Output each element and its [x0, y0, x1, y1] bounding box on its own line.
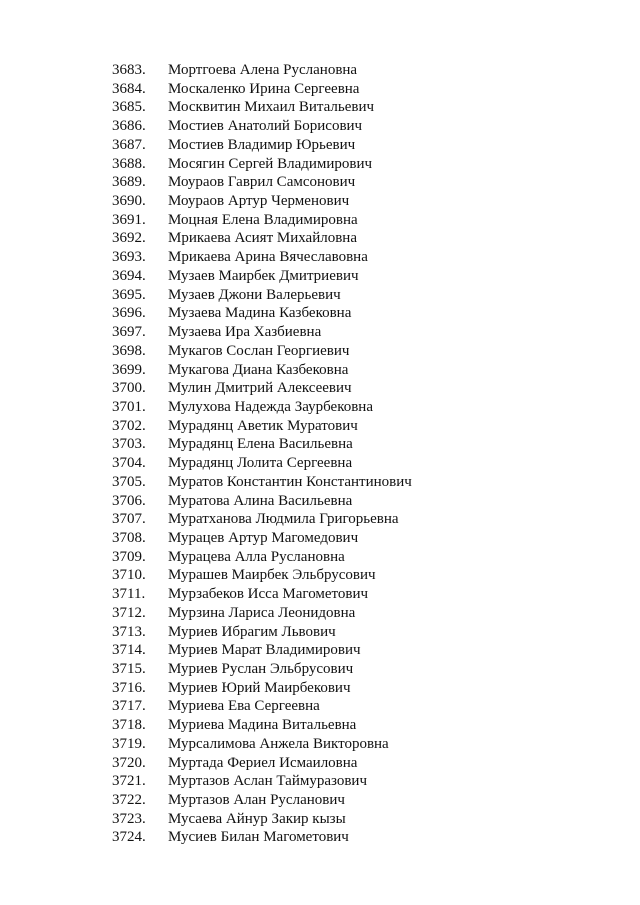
person-name: Мурадянц Лолита Сергеевна — [168, 455, 353, 472]
item-number: 3696. — [112, 305, 146, 322]
item-number: 3722. — [112, 792, 146, 809]
list-item — [0, 679, 640, 698]
person-name: Мостиев Владимир Юрьевич — [168, 136, 356, 153]
list-item — [0, 80, 640, 99]
person-name: Муриева Мадина Витальевна — [168, 717, 357, 734]
person-name: Мурсалимова Анжела Викторовна — [168, 735, 389, 752]
list-item — [0, 398, 640, 417]
item-number: 3704. — [112, 455, 146, 472]
person-name: Москвитин Михаил Витальевич — [168, 99, 375, 116]
list-item — [0, 754, 640, 773]
list-item — [0, 623, 640, 642]
item-number: 3694. — [112, 267, 146, 284]
list-item — [0, 342, 640, 361]
person-name: Мукагов Сослан Георгиевич — [168, 342, 350, 359]
item-number: 3687. — [112, 136, 146, 153]
person-name: Мурадянц Аветик Муратович — [168, 417, 358, 434]
item-number: 3685. — [112, 99, 146, 116]
person-name: Мурашев Маирбек Эльбрусович — [168, 567, 376, 584]
list-item — [0, 379, 640, 398]
list-item — [0, 211, 640, 230]
person-name: Муратов Константин Константинович — [168, 473, 412, 490]
item-number: 3705. — [112, 473, 146, 490]
person-name: Муратова Алина Васильевна — [168, 492, 353, 509]
person-name: Мурзина Лариса Леонидовна — [168, 604, 356, 621]
list-item — [0, 697, 640, 716]
item-number: 3693. — [112, 249, 146, 266]
item-number: 3700. — [112, 380, 146, 397]
item-number: 3686. — [112, 118, 146, 135]
person-name: Музаева Ира Хазбиевна — [168, 324, 322, 341]
item-number: 3715. — [112, 661, 146, 677]
list-item — [0, 454, 640, 473]
list-item — [0, 117, 640, 136]
list-item — [0, 323, 640, 342]
item-number: 3721. — [112, 773, 146, 790]
list-item — [0, 267, 640, 286]
item-number: 3699. — [112, 361, 146, 378]
person-name: Муратханова Людмила Григорьевна — [168, 511, 399, 528]
person-name: Муртазов Алан Русланович — [168, 792, 345, 809]
person-name: Муриев Юрий Маирбекович — [168, 679, 351, 696]
item-number: 3688. — [112, 155, 146, 172]
list-item — [0, 566, 640, 585]
list-item — [0, 435, 640, 454]
person-name: Москаленко Ирина Сергеевна — [168, 80, 360, 97]
list-item — [0, 772, 640, 791]
list-item — [0, 735, 640, 754]
list-item — [0, 548, 640, 567]
item-number: 3707. — [112, 511, 146, 528]
list-item — [0, 810, 640, 829]
item-number: 3711. — [112, 586, 146, 603]
person-name: Мурадянц Елена Васильевна — [168, 436, 353, 453]
item-number: 3714. — [112, 642, 146, 659]
item-number: 3716. — [112, 679, 146, 696]
item-number: 3708. — [112, 529, 146, 546]
item-number: 3684. — [112, 80, 146, 97]
list-item — [0, 155, 640, 174]
item-number: 3710. — [112, 567, 146, 584]
person-name: Муриев Ибрагим Львович — [168, 623, 336, 640]
person-name: Муриев Марат Владимирович — [168, 642, 361, 659]
list-item — [0, 361, 640, 380]
item-number: 3701. — [112, 398, 146, 415]
person-name: Муртада Фериел Исмаиловна — [168, 754, 358, 771]
item-number: 3720. — [112, 754, 146, 771]
list-item — [0, 136, 640, 155]
list-item — [0, 192, 640, 211]
item-number: 3698. — [112, 342, 146, 359]
list-item — [0, 791, 640, 810]
item-number: 3719. — [112, 735, 146, 752]
item-number: 3690. — [112, 193, 146, 210]
person-name: Мрикаева Асият Михайловна — [168, 230, 357, 247]
person-name: Мукагова Диана Казбековна — [168, 361, 349, 378]
person-name: Мрикаева Арина Вячеславовна — [168, 249, 368, 266]
person-name: Мостиев Анатолий Борисович — [168, 118, 363, 135]
item-number: 3717. — [112, 698, 146, 715]
item-number: 3709. — [112, 548, 146, 565]
person-name: Музаев Маирбек Дмитриевич — [168, 267, 359, 284]
person-name: Муриева Ева Сергеевна — [168, 698, 320, 715]
person-name: Моураов Артур Черменович — [168, 193, 350, 210]
person-name: Мосягин Сергей Владимирович — [168, 155, 373, 172]
list-item — [0, 641, 640, 660]
list-item — [0, 604, 640, 623]
list-item — [0, 173, 640, 192]
item-number: 3706. — [112, 492, 146, 509]
person-name: Мулин Дмитрий Алексеевич — [168, 380, 352, 397]
item-number: 3683. — [112, 62, 146, 78]
person-name: Моураов Гаврил Самсонович — [168, 174, 356, 191]
list-item — [0, 529, 640, 548]
person-name: Муриев Руслан Эльбрусович — [168, 661, 354, 677]
person-name: Муртазов Аслан Таймуразович — [168, 773, 367, 790]
person-name: Мурацева Алла Руслановна — [168, 548, 345, 565]
list-item — [0, 716, 640, 735]
list-item — [0, 492, 640, 511]
item-number: 3697. — [112, 324, 146, 341]
person-name: Музаева Мадина Казбековна — [168, 305, 352, 322]
item-number: 3724. — [112, 829, 146, 846]
item-number: 3691. — [112, 211, 146, 228]
list-item — [0, 510, 640, 529]
item-number: 3713. — [112, 623, 146, 640]
list-item — [0, 229, 640, 248]
item-number: 3718. — [112, 717, 146, 734]
item-number: 3695. — [112, 286, 146, 303]
list-item — [0, 828, 640, 847]
item-number: 3692. — [112, 230, 146, 247]
list-item — [0, 248, 640, 267]
person-name: Мурацев Артур Магомедович — [168, 529, 359, 546]
person-name: Музаев Джони Валерьевич — [168, 286, 341, 303]
person-name: Моцная Елена Владимировна — [168, 211, 358, 228]
item-number: 3703. — [112, 436, 146, 453]
list-item — [0, 417, 640, 436]
list-item — [0, 660, 640, 679]
list-item — [0, 286, 640, 305]
list-item — [0, 304, 640, 323]
person-name: Мусиев Билан Магометович — [168, 829, 349, 846]
person-name: Мусаева Айнур Закир кызы — [168, 810, 346, 827]
person-name: Мортгоева Алена Руслановна — [168, 62, 358, 78]
item-number: 3712. — [112, 604, 146, 621]
name-list — [0, 61, 640, 847]
item-number: 3723. — [112, 810, 146, 827]
person-name: Мулухова Надежда Заурбековна — [168, 398, 373, 415]
person-name: Мурзабеков Исса Магометович — [168, 586, 369, 603]
item-number: 3702. — [112, 417, 146, 434]
list-item — [0, 61, 640, 80]
item-number: 3689. — [112, 174, 146, 191]
list-item — [0, 98, 640, 117]
list-item — [0, 585, 640, 604]
list-item — [0, 473, 640, 492]
